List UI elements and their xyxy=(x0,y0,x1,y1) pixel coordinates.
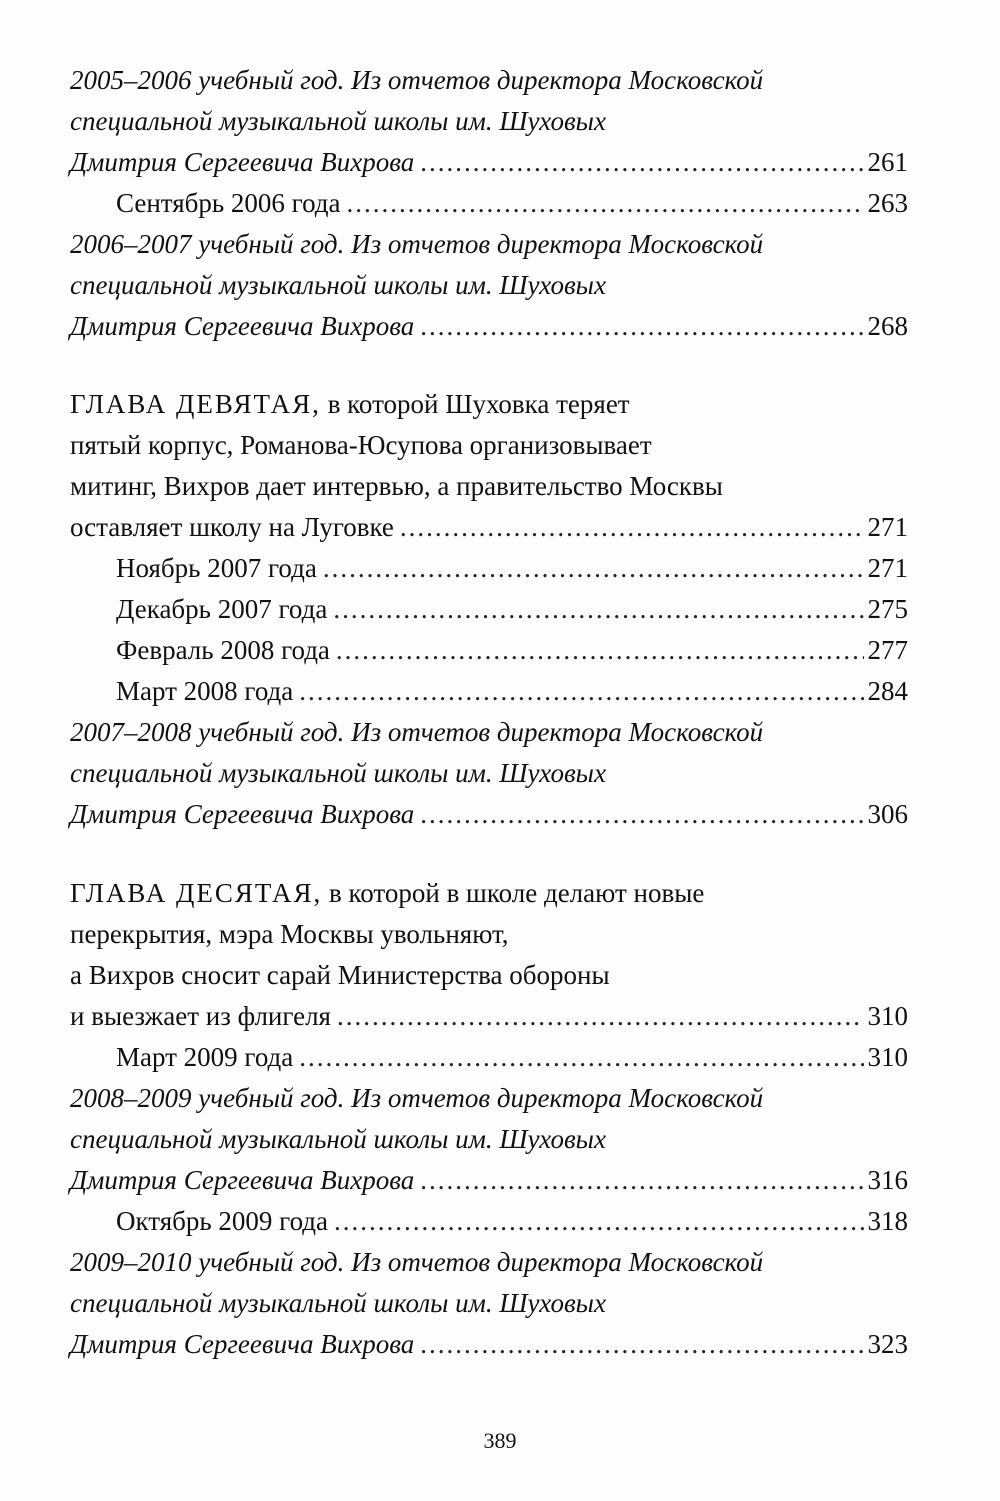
toc-entry[interactable] xyxy=(70,589,908,630)
toc-entry-line xyxy=(70,712,908,753)
toc-entry-line xyxy=(70,265,908,306)
toc-entry-line xyxy=(70,1242,908,1283)
toc-entry-line xyxy=(70,466,908,507)
toc-entry-text: специальной музыкальной школы им. Шуховых xyxy=(70,106,606,136)
toc-entry[interactable] xyxy=(70,548,908,589)
toc-entry[interactable] xyxy=(70,794,908,835)
chapter-title-text: оставляет школу на Луговке xyxy=(70,512,394,542)
chapter-title-text: пятый корпус, Романова-Юсупова организовывает xyxy=(70,430,652,460)
toc-entry-line xyxy=(70,60,908,101)
toc-entry-text: 2005–2006 учебный год. Из отчетов директора Московской xyxy=(70,65,764,95)
toc-page-number: 263 xyxy=(867,188,908,218)
toc-entry-line xyxy=(70,101,908,142)
chapter-title-text: и выезжает из флигеля xyxy=(70,1001,331,1031)
dot-leader xyxy=(337,996,864,1037)
section-gap xyxy=(70,835,908,873)
dot-leader xyxy=(420,1160,863,1201)
toc-entry[interactable] xyxy=(70,1324,908,1365)
dot-leader xyxy=(333,589,863,630)
toc-entry-line xyxy=(70,914,908,955)
toc-entry[interactable] xyxy=(70,1037,908,1078)
toc-entry[interactable] xyxy=(70,306,908,347)
page-number: 389 xyxy=(483,1428,517,1453)
dot-leader xyxy=(347,183,864,224)
chapter-title-text: митинг, Вихров дает интервью, а правительство Москвы xyxy=(70,471,723,501)
toc-entry[interactable] xyxy=(70,630,908,671)
dot-leader xyxy=(420,306,863,347)
toc-entry-text: Дмитрия Сергеевича Вихрова xyxy=(70,799,415,829)
toc-entry[interactable] xyxy=(70,183,908,224)
dot-leader xyxy=(420,1324,863,1365)
chapter-title-text: перекрытия, мэра Москвы увольняют, xyxy=(70,919,509,949)
chapter-label: ГЛАВА ДЕСЯТАЯ, xyxy=(70,878,323,908)
toc-entry-text: Февраль 2008 года xyxy=(116,635,330,665)
toc-page-number: 284 xyxy=(867,676,908,706)
toc-page-number: 306 xyxy=(867,799,908,829)
toc-page-number: 271 xyxy=(867,512,908,542)
dot-leader xyxy=(334,1201,863,1242)
toc-entry-text: специальной музыкальной школы им. Шуховых xyxy=(70,270,606,300)
toc-entry[interactable] xyxy=(70,1160,908,1201)
chapter-title-text: в которой в школе делают новые xyxy=(322,878,705,908)
toc-entry-text: Дмитрия Сергеевича Вихрова xyxy=(70,1329,415,1359)
toc-entry-text: 2007–2008 учебный год. Из отчетов директора Московской xyxy=(70,717,764,747)
toc-entry-text: Ноябрь 2007 года xyxy=(116,553,317,583)
toc-page-number: 275 xyxy=(867,594,908,624)
toc-entry-text: Март 2008 года xyxy=(116,676,294,706)
toc-entry-text: 2009–2010 учебный год. Из отчетов директора Московской xyxy=(70,1247,764,1277)
toc-entry-line xyxy=(70,224,908,265)
toc-entry-text: Дмитрия Сергеевича Вихрова xyxy=(70,1165,415,1195)
toc-page-number: 318 xyxy=(867,1206,908,1236)
toc-entry[interactable] xyxy=(70,507,908,548)
toc-entry-text: Дмитрия Сергеевича Вихрова xyxy=(70,147,415,177)
toc-entry-text: Март 2009 года xyxy=(116,1042,294,1072)
toc-page-number: 268 xyxy=(867,311,908,341)
dot-leader xyxy=(299,671,863,712)
table-of-contents xyxy=(70,60,908,1365)
toc-entry-text: специальной музыкальной школы им. Шуховых xyxy=(70,1124,606,1154)
chapter-ten-heading xyxy=(70,873,908,914)
chapter-title-text: в которой Шуховка теряет xyxy=(320,389,630,419)
toc-entry-text: Дмитрия Сергеевича Вихрова xyxy=(70,311,415,341)
toc-entry-text: 2006–2007 учебный год. Из отчетов директора Московской xyxy=(70,229,764,259)
toc-page-number: 316 xyxy=(867,1165,908,1195)
toc-page-number: 261 xyxy=(867,147,908,177)
toc-page-number: 271 xyxy=(867,553,908,583)
toc-entry-text: специальной музыкальной школы им. Шуховых xyxy=(70,758,606,788)
toc-entry-line xyxy=(70,753,908,794)
section-gap xyxy=(70,347,908,384)
toc-entry-text: Октябрь 2009 года xyxy=(116,1206,329,1236)
toc-entry-text: Сентябрь 2006 года xyxy=(116,188,341,218)
toc-entry-line xyxy=(70,425,908,466)
toc-page-number: 310 xyxy=(867,1042,908,1072)
toc-page-number: 323 xyxy=(867,1329,908,1359)
toc-entry[interactable] xyxy=(70,142,908,183)
toc-entry-text: 2008–2009 учебный год. Из отчетов директора Московской xyxy=(70,1083,764,1113)
dot-leader xyxy=(336,630,864,671)
chapter-title-text: а Вихров сносит сарай Министерства обороны xyxy=(70,960,610,990)
toc-page-number: 277 xyxy=(867,635,908,665)
toc-entry-line xyxy=(70,1119,908,1160)
chapter-nine-heading xyxy=(70,384,908,425)
dot-leader xyxy=(420,794,863,835)
toc-entry[interactable] xyxy=(70,1201,908,1242)
dot-leader xyxy=(420,142,863,183)
toc-entry[interactable] xyxy=(70,671,908,712)
toc-entry-line xyxy=(70,1283,908,1324)
toc-entry-text: Декабрь 2007 года xyxy=(116,594,328,624)
toc-entry-line xyxy=(70,955,908,996)
toc-page-number: 310 xyxy=(867,1001,908,1031)
toc-entry-text: специальной музыкальной школы им. Шуховых xyxy=(70,1288,606,1318)
dot-leader xyxy=(400,507,864,548)
toc-entry[interactable] xyxy=(70,996,908,1037)
chapter-label: ГЛАВА ДЕВЯТАЯ, xyxy=(70,389,321,419)
dot-leader xyxy=(299,1037,863,1078)
toc-entry-line xyxy=(70,1078,908,1119)
dot-leader xyxy=(323,548,864,589)
